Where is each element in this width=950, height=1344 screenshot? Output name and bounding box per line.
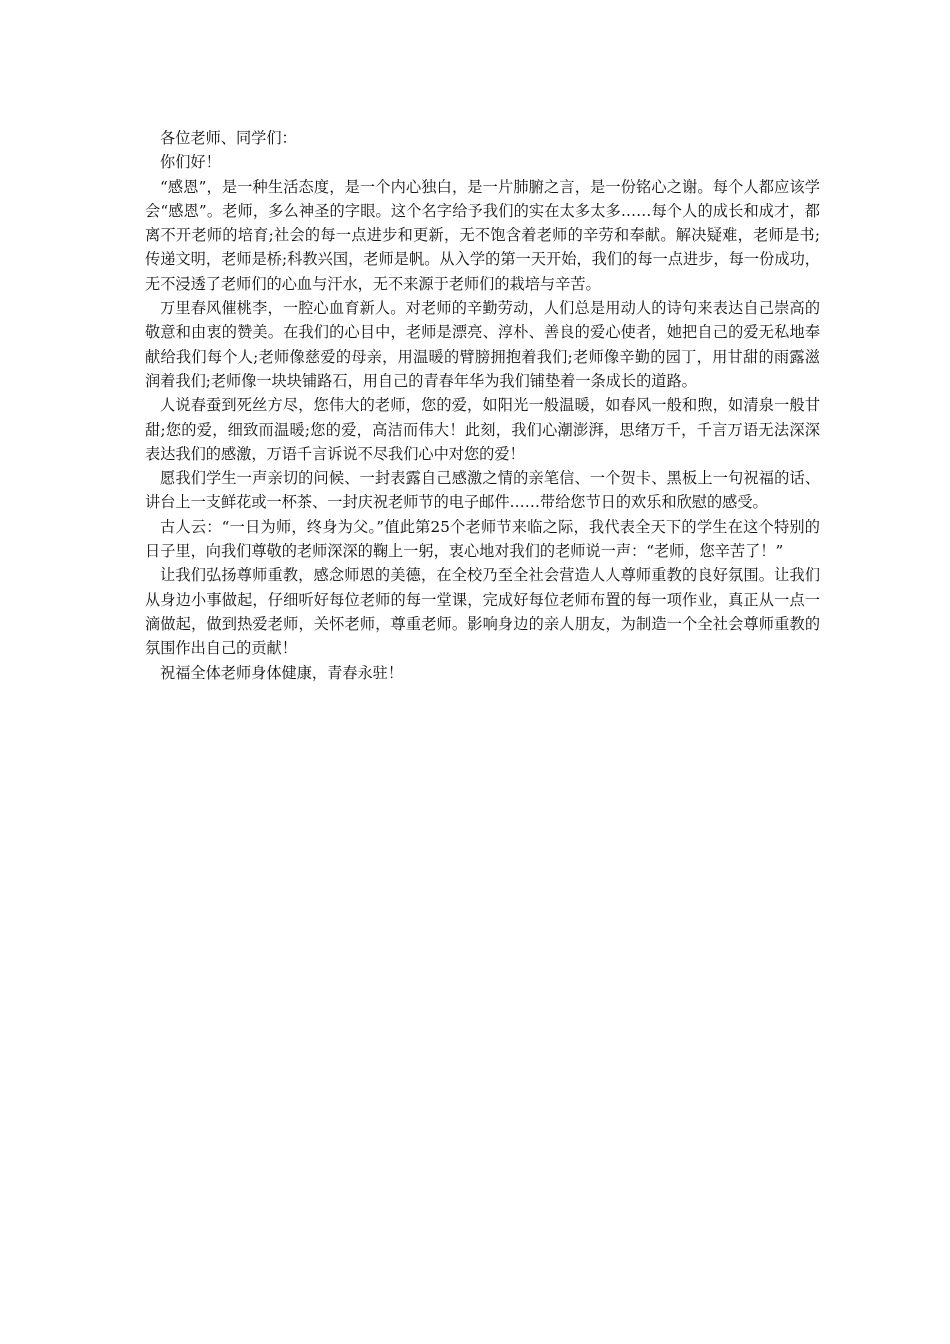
paragraph-spring-wind: 万里春风催桃李，一腔心血育新人。对老师的辛勤劳动，人们总是用动人的诗句来表达自己崇高的敬意和由衷的赞美。在我们的心目中，老师是漂亮、淳朴、善良的爱心使者，她把自己的爱无私地奉献给我们每个人;老师像慈爱的母亲，用温暖的臂膀拥抱着我们;老师像辛勤的园丁，用甘甜的雨露滋润着我们;老师像一块块铺路石，用自己的青春年华为我们铺垫着一条成长的道路。	[145, 299, 820, 390]
paragraph-wishes: 愿我们学生一声亲切的问候、一封表露自己感激之情的亲笔信、一个贺卡、黑板上一句祝福的话、讲台上一支鲜花或一杯茶、一封庆祝老师节的电子邮件……带给您节日的欢乐和欣慰的感受。	[145, 469, 820, 512]
document-body	[145, 126, 820, 685]
paragraph-gratitude: “感恩”，是一种生活态度，是一个内心独白，是一片肺腑之言，是一份铭心之谢。每个人都应该学会“感恩”。老师，多么神圣的字眼。这个名字给予我们的实在太多太多……每个人的成长和成才，都离不开老师的培育;社会的每一点进步和更新，无不饱含着老师的辛劳和奉献。解决疑难，老师是书;传递文明，老师是桥;科教兴国，老师是帆。从入学的第一天开始，我们的每一点进步，每一份成功，无不浸透了老师们的心血与汗水，无不来源于老师们的栽培与辛苦。	[145, 177, 820, 293]
greeting-line: 各位老师、同学们：	[160, 129, 297, 147]
paragraph-silkworm: 人说春蚕到死丝方尽，您伟大的老师，您的爱，如阳光一般温暖，如春风一般和煦，如清泉一般甘甜;您的爱，细致而温暖;您的爱，高洁而伟大！此刻，我们心潮澎湃，思绪万千，千言万语无法深深表达我们的感激，万语千言诉说不尽我们心中对您的爱！	[145, 396, 820, 463]
paragraph-ancient-saying: 古人云：“一日为师，终身为父。”值此第25个老师节来临之际，我代表全天下的学生在这个特别的日子里，向我们尊敬的老师深深的鞠上一躬，衷心地对我们的老师说一声：“老师，您辛苦了！”	[145, 517, 820, 561]
closing-blessing: 祝福全体老师身体健康，青春永驻！	[160, 663, 403, 682]
paragraph-respect-teachers: 让我们弘扬尊师重教，感念师恩的美德，在全校乃至全社会营造人人尊师重教的良好氛围。让我们从身边小事做起，仔细听好每位老师的每一堂课，完成好每位老师布置的每一项作业，真正从一点一滴做起，做到热爱老师，关怀老师，尊重老师。影响身边的亲人朋友，为制造一个全社会尊师重教的氛围作出自己的贡献！	[145, 566, 820, 658]
salutation-line: 你们好！	[160, 153, 221, 172]
